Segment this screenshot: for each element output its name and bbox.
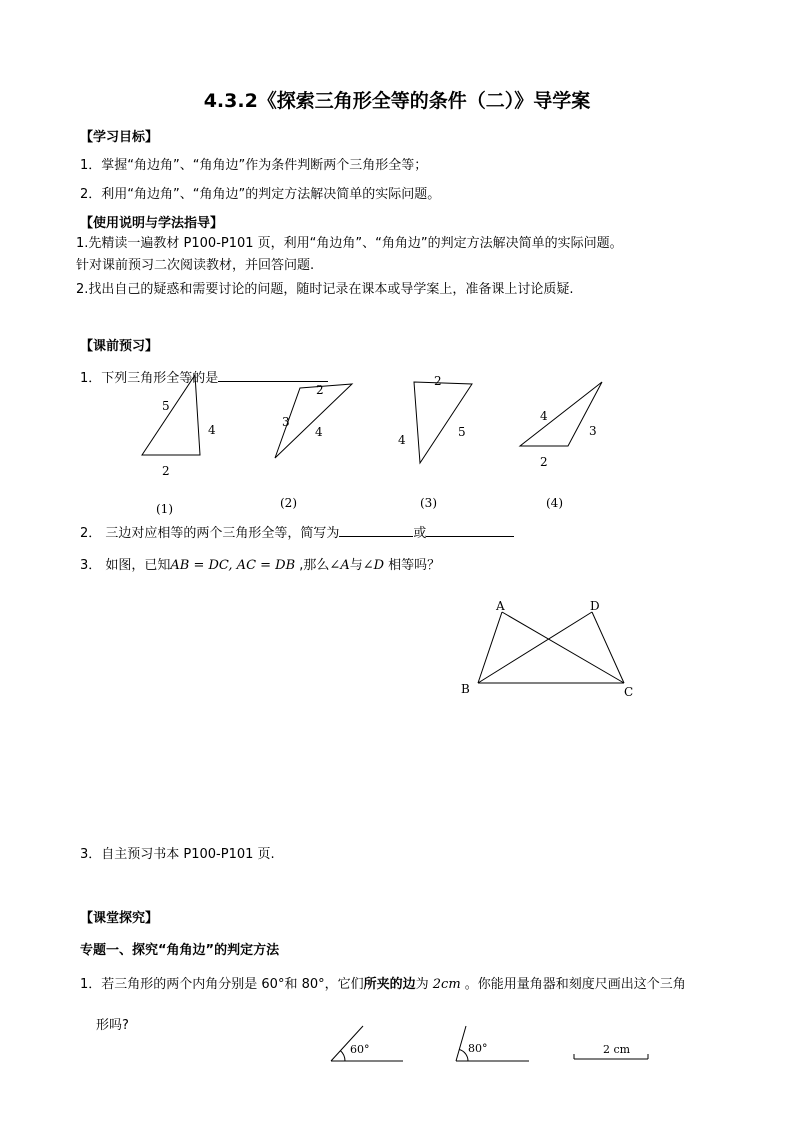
triangle-4-label-a: 4: [540, 409, 548, 423]
triangle-2-caption: (2): [280, 496, 297, 510]
instruction-item-1: 1.先精读一遍教材 P100-P101 页，利用“角边角”、“角角边”的判定方法解决简单的实际问题。: [76, 236, 623, 251]
point-b-label: B: [461, 682, 470, 696]
triangle-3-caption: (3): [420, 496, 437, 510]
preview-heading: 【课前预习】: [80, 339, 159, 354]
triangle-4-caption: (4): [546, 496, 563, 510]
triangle-2-label-b: 3: [282, 415, 290, 429]
point-a-label: A: [496, 599, 505, 613]
triangle-3-label-c: 5: [458, 425, 466, 439]
q3-suffix: 相等吗？: [384, 558, 441, 573]
triangle-3-label-b: 4: [398, 433, 406, 447]
angle-60-label: 60°: [350, 1043, 370, 1056]
angle-segment-figure: [320, 1022, 660, 1068]
explore-question-1-line2: 形吗?: [96, 1018, 129, 1033]
instructions-heading: 【使用说明与学法指导】: [80, 216, 224, 231]
page-title: 4.3.2《探索三角形全等的条件（二）》导学案: [203, 90, 591, 112]
abdc-figure: [440, 590, 660, 705]
explore-q1-unit: 2cm: [432, 977, 461, 992]
triangle-1-label-c: 2: [162, 464, 170, 478]
explore-q1-part-b: 所夹的边: [363, 977, 416, 992]
explore-q1-part-d: 。你能用量角器和刻度尺画出这个三角: [460, 977, 686, 992]
triangle-1-label-a: 5: [162, 399, 170, 413]
triangles-figure: [0, 360, 794, 530]
point-c-label: C: [624, 685, 634, 699]
q3-and: 与: [349, 558, 363, 573]
segment-label: 2 cm: [603, 1043, 631, 1056]
goal-item-2: 2．利用“角边角”、“角角边”的判定方法解决简单的实际问题。: [80, 187, 441, 202]
preview-question-1-text: 1．下列三角形全等的是: [80, 371, 219, 386]
instruction-item-3: 2.找出自己的疑惑和需要讨论的问题，随时记录在课本或导学案上，准备课上讨论质疑.: [76, 282, 574, 297]
triangle-1-caption: (1): [156, 502, 173, 516]
triangle-2-label-c: 4: [315, 425, 323, 439]
preview-question-3: [80, 557, 440, 575]
q3-angle-d: ∠D: [362, 558, 385, 573]
angle-80-figure: [456, 1026, 529, 1061]
triangle-2: [275, 383, 352, 510]
triangle-4: [520, 382, 602, 510]
point-d-label: D: [590, 599, 600, 613]
triangle-1-label-b: 4: [208, 423, 216, 437]
preview-question-2: [80, 522, 514, 543]
explore-q1-part-c: 为: [415, 977, 433, 992]
explore-question-1-line1: [80, 976, 686, 994]
instruction-item-2: 针对课前预习二次阅读教材，并回答问题.: [76, 258, 315, 273]
q3-prefix: 3． 如图，已知: [80, 558, 171, 573]
segment-figure: [574, 1043, 648, 1059]
preview-question-2-text: 2． 三边对应相等的两个三角形全等，简写为: [80, 526, 340, 541]
q3-math: AB = DC, AC = DB: [170, 558, 296, 573]
q3-mid: ,那么: [295, 558, 330, 573]
angle-80-label: 80°: [468, 1042, 488, 1055]
preview-question-2-or: 或: [413, 526, 427, 541]
triangle-3: [398, 374, 472, 510]
goals-heading: 【学习目标】: [80, 130, 159, 145]
answer-blank-2[interactable]: [339, 522, 413, 537]
triangle-4-label-b: 3: [589, 424, 597, 438]
answer-blank-3[interactable]: [426, 522, 514, 537]
triangle-2-label-a: 2: [316, 383, 324, 397]
triangle-4-label-c: 2: [540, 455, 548, 469]
explore-q1-part-a: 1．若三角形的两个内角分别是 60°和 80°，它们: [80, 977, 364, 992]
triangle-3-label-a: 2: [434, 374, 442, 388]
goal-item-1: 1．掌握“角边角”、“角角边”作为条件判断两个三角形全等；: [80, 158, 428, 173]
explore-topic: 专题一、探究“角角边”的判定方法: [80, 943, 280, 958]
q3-angle-a: ∠A: [329, 558, 350, 573]
preview-question-4: 3．自主预习书本 P100-P101 页.: [80, 847, 275, 862]
explore-heading: 【课堂探究】: [80, 911, 159, 926]
angle-60-figure: [331, 1026, 403, 1061]
triangle-1: [142, 375, 216, 516]
